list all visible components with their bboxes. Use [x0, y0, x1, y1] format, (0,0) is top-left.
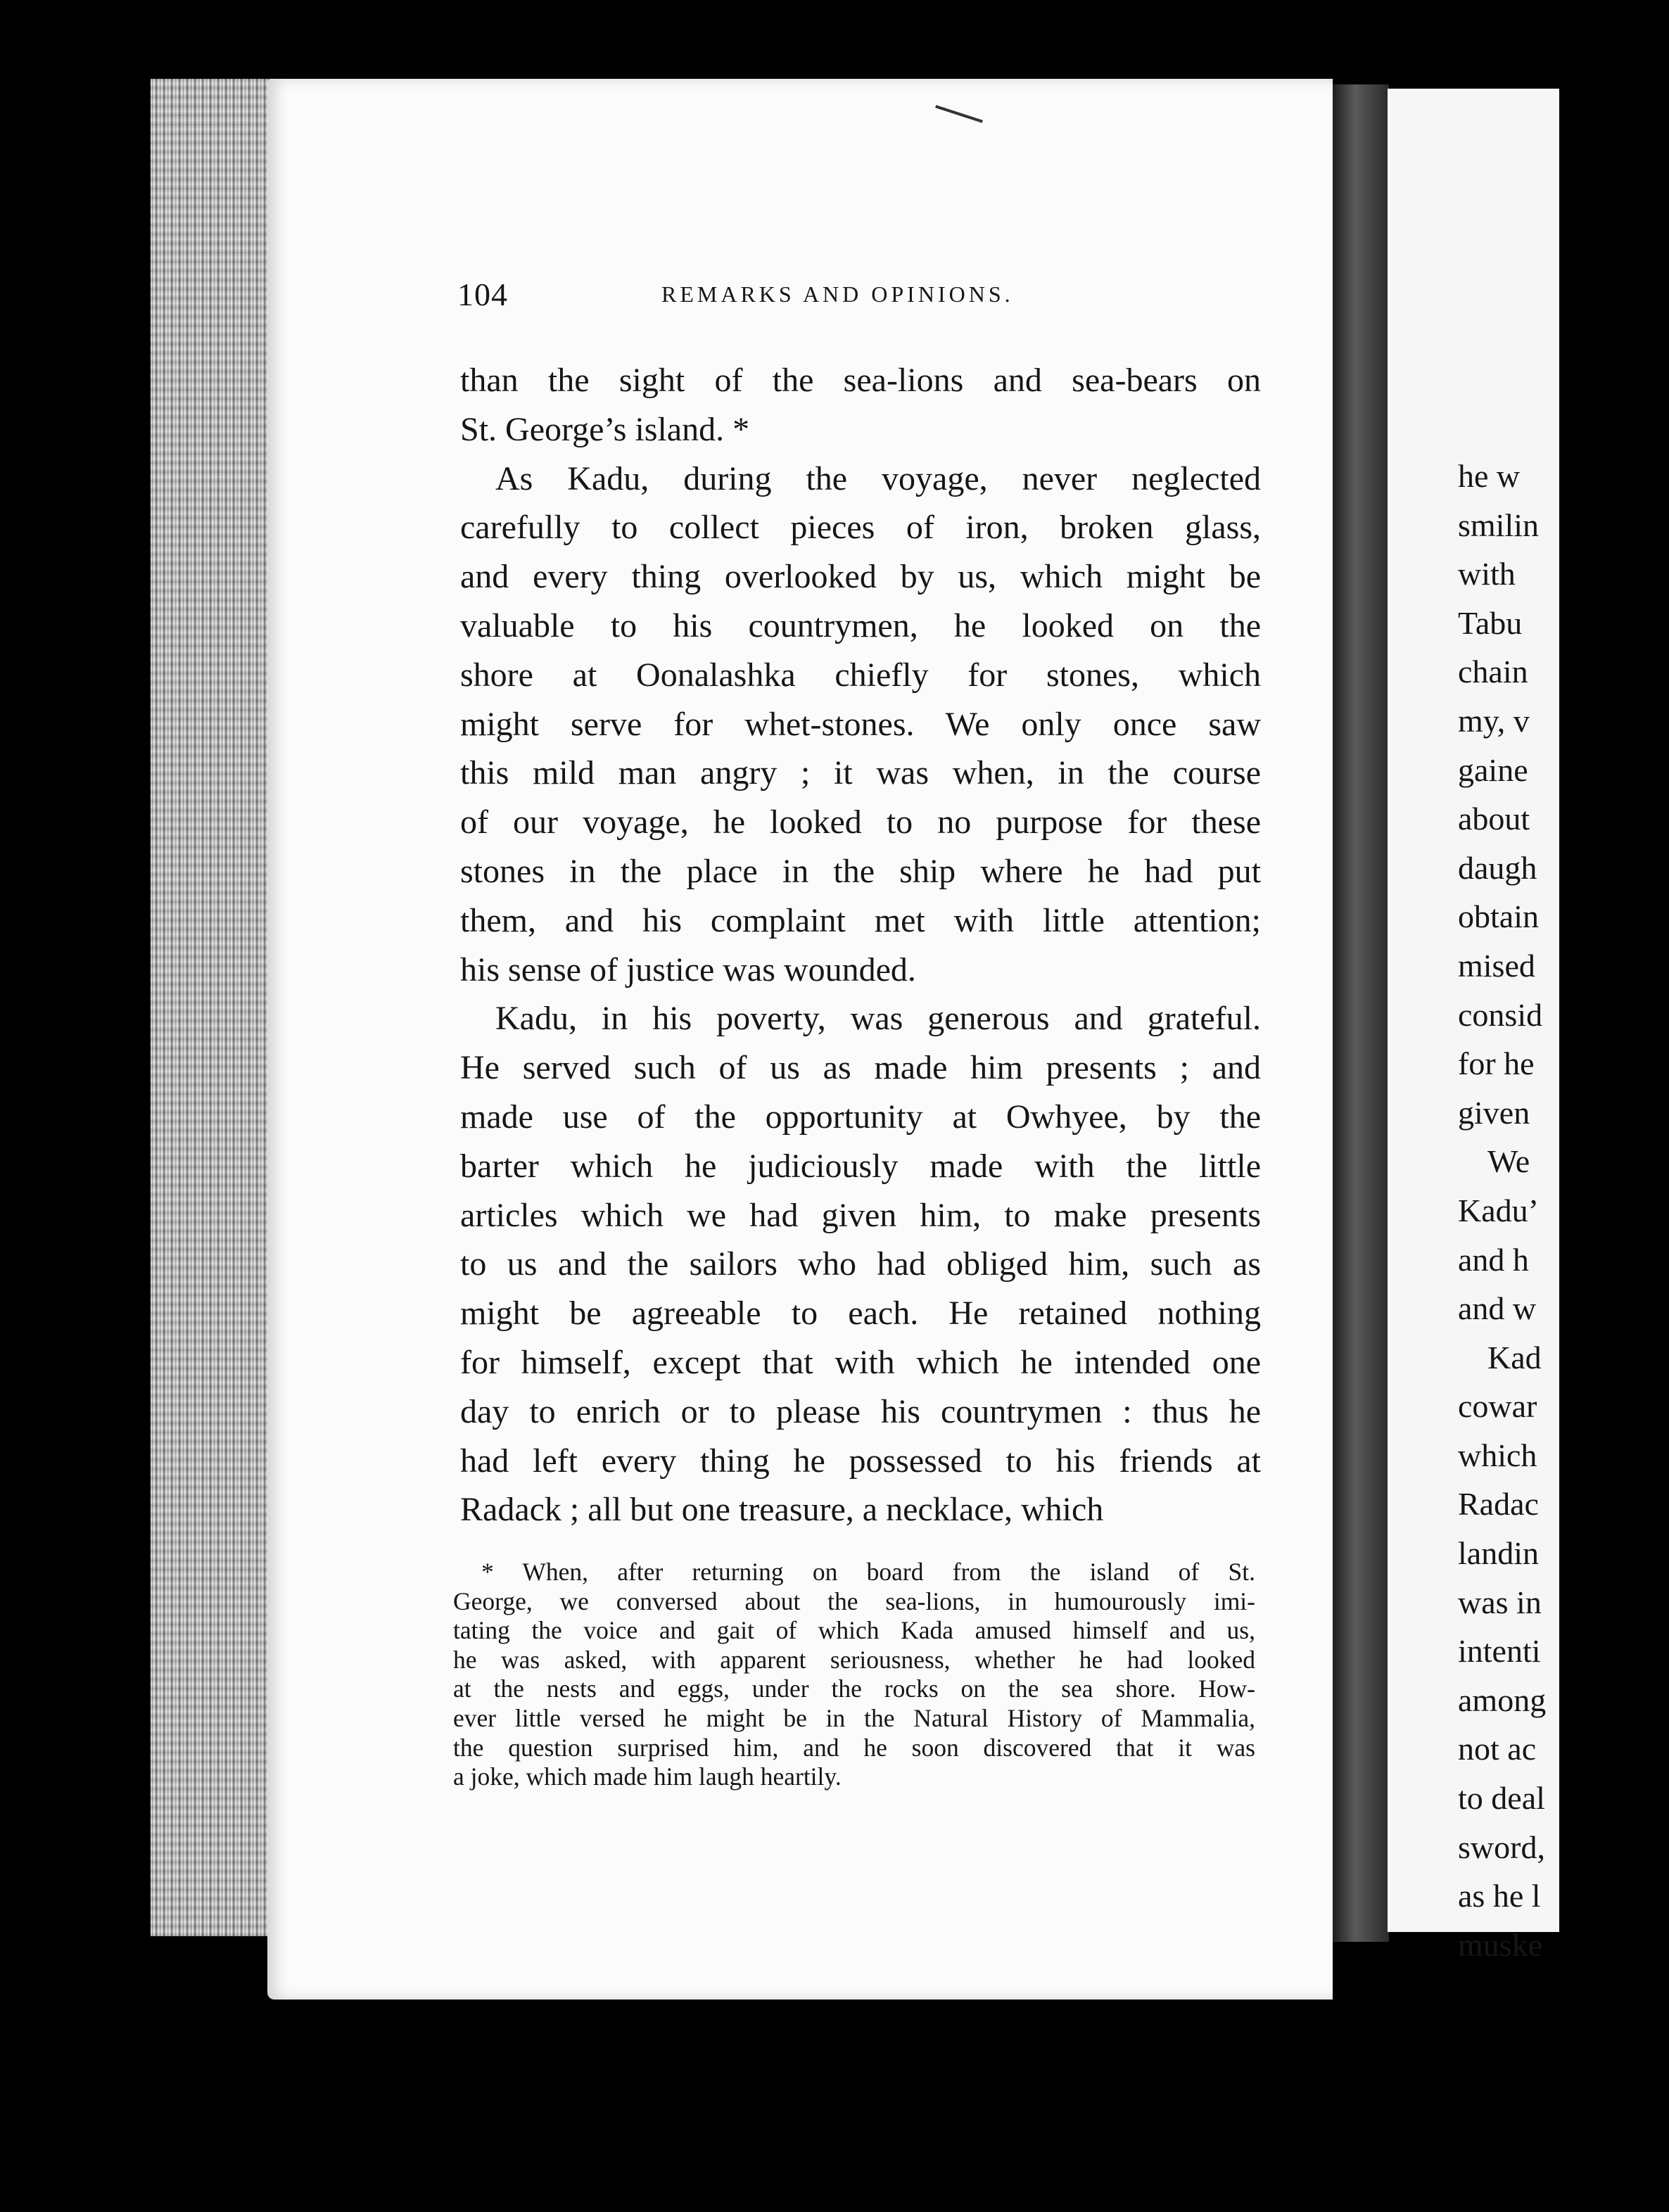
text-line: carefully to collect pieces of iron, broken glass, — [460, 509, 1261, 547]
page-edges — [151, 79, 276, 1936]
footnote — [453, 1558, 1255, 1792]
body-text — [460, 356, 1261, 1534]
text-line: valuable to his countrymen, he looked on the — [460, 606, 1261, 644]
text-line: articles which we had given him, to make presents — [460, 1196, 1261, 1234]
text-line: for himself, except that with which he intended one — [460, 1343, 1261, 1381]
text-line: He served such of us as made him presents ; and — [460, 1049, 1261, 1087]
text-line: and every thing overlooked by us, which might be — [460, 558, 1261, 596]
facing-text-line: smilin — [1458, 507, 1540, 543]
facing-text-line: Tabu — [1458, 604, 1523, 641]
text-line: them, and his complaint met with little attention; — [460, 901, 1261, 939]
text-line: day to enrich or to please his countrymen : thus he — [460, 1392, 1261, 1430]
facing-text-line: muske — [1458, 1926, 1543, 1963]
facing-text-line: intenti — [1458, 1633, 1541, 1670]
book-gutter — [1333, 84, 1389, 1942]
facing-text-line: chain — [1458, 654, 1528, 690]
text-line: St. George’s island. * — [460, 410, 750, 448]
running-head — [457, 276, 1077, 318]
facing-text-line: for he — [1458, 1045, 1535, 1082]
facing-page-text — [1458, 452, 1669, 1969]
facing-text-line: with — [1458, 556, 1516, 592]
facing-text-line: Radac — [1458, 1486, 1539, 1523]
facing-text-line: among — [1458, 1682, 1547, 1718]
footnote-line: the question surprised him, and he soon discovered that it was — [453, 1733, 1255, 1762]
facing-text-line: which — [1458, 1437, 1537, 1473]
footnote-line: he was asked, with apparent seriousness, whether he had looked — [453, 1645, 1255, 1674]
text-line: than the sight of the sea-lions and sea-bears on — [460, 362, 1261, 399]
facing-text-line: Kad — [1487, 1339, 1542, 1375]
text-line: of our voyage, he looked to no purpose for these — [460, 803, 1261, 841]
footnote-line: * When, after returning on board from the island of St. — [481, 1558, 1255, 1586]
facing-text-line: cowar — [1458, 1388, 1537, 1425]
facing-text-line: obtain — [1458, 898, 1539, 935]
text-line: made use of the opportunity at Owhyee, by the — [460, 1098, 1261, 1136]
facing-text-line: We — [1487, 1143, 1530, 1180]
facing-text-line: not ac — [1458, 1731, 1537, 1767]
facing-text-line: daugh — [1458, 849, 1537, 886]
facing-text-line: given — [1458, 1094, 1530, 1131]
facing-text-line: he w — [1458, 458, 1521, 494]
footnote-line: a joke, which made him laugh heartily. — [453, 1762, 842, 1791]
text-line: might be agreeable to each. He retained nothing — [460, 1295, 1261, 1333]
facing-text-line: as he l — [1458, 1878, 1541, 1914]
footnote-line: at the nests and eggs, under the rocks on the sea shore. How- — [453, 1674, 1255, 1703]
footnote-line: George, we conversed about the sea-lions, in humourously imi- — [453, 1587, 1255, 1615]
text-line: to us and the sailors who had obliged him, such as — [460, 1245, 1261, 1283]
facing-text-line: landin — [1458, 1535, 1539, 1572]
facing-text-line: to deal — [1458, 1780, 1545, 1817]
footnote-line: ever little versed he might be in the Natural History of Mammalia, — [453, 1703, 1255, 1732]
facing-text-line: Kadu’ — [1458, 1192, 1539, 1228]
running-title: REMARKS AND OPINIONS. — [661, 281, 1014, 307]
facing-text-line: consid — [1458, 996, 1543, 1033]
text-line: this mild man angry ; it was when, in the course — [460, 754, 1261, 792]
text-line: As Kadu, during the voyage, never neglected — [495, 459, 1261, 497]
facing-text-line: mised — [1458, 947, 1535, 984]
text-line: Radack ; all but one treasure, a necklace, which — [460, 1491, 1104, 1529]
text-line: might serve for whet-stones. We only once saw — [460, 705, 1261, 743]
facing-text-line: and w — [1458, 1290, 1537, 1327]
text-line: stones in the place in the ship where he had put — [460, 852, 1261, 890]
footnote-line: tating the voice and gait of which Kada amused himself and us, — [453, 1616, 1255, 1645]
text-line: Kadu, in his poverty, was generous and grateful. — [495, 1000, 1261, 1038]
facing-text-line: sword, — [1458, 1829, 1545, 1865]
text-line: shore at Oonalashka chiefly for stones, which — [460, 656, 1261, 694]
text-line: his sense of justice was wounded. — [460, 951, 916, 989]
facing-text-line: was in — [1458, 1584, 1542, 1620]
facing-text-line: gaine — [1458, 751, 1528, 788]
facing-page — [1388, 89, 1559, 1963]
facing-text-line: about — [1458, 801, 1530, 837]
text-line: barter which he judiciously made with the little — [460, 1147, 1261, 1185]
facing-text-line: my, v — [1458, 702, 1530, 739]
page-number: 104 — [457, 276, 508, 312]
facing-text-line: and h — [1458, 1241, 1529, 1278]
text-line: had left every thing he possessed to his friends at — [460, 1442, 1261, 1480]
